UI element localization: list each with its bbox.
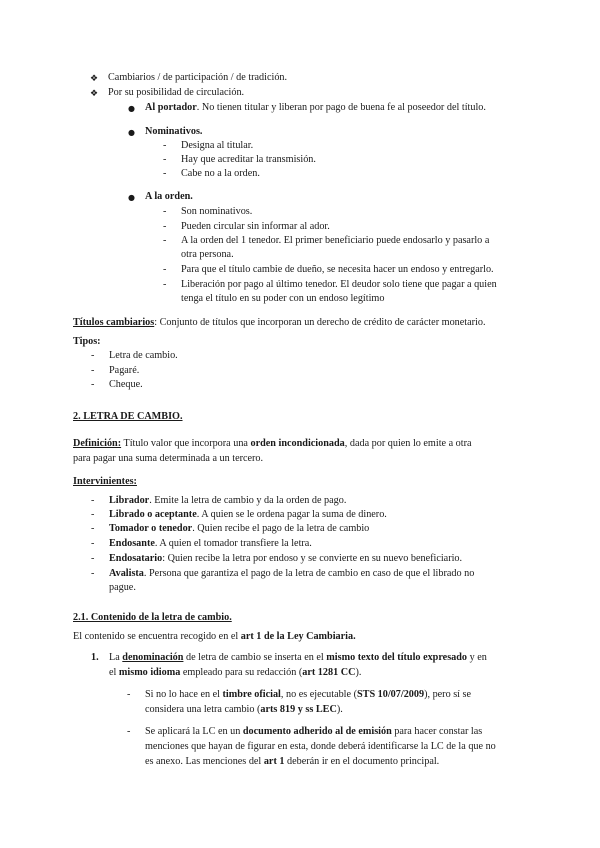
definition-line (73, 437, 472, 452)
intro-text: El contenido se encuentra recogido en el (73, 631, 241, 642)
dash-bullet: - (91, 553, 95, 564)
list-item-continued: pague. (109, 582, 136, 593)
subsection-heading: 2.1. Contenido de la letra de cambio. (73, 612, 232, 623)
term-text: : Quien recibe la letra por endoso y se convierte en su nuevo beneficiario. (162, 553, 463, 564)
portador-text: . No tienen titular y liberan por pago de buena fe al poseedor del título. (196, 102, 486, 113)
diamond-bullet-icon: ❖ (90, 74, 99, 84)
dash-bullet: - (91, 568, 95, 579)
term: Endosatario (109, 553, 163, 564)
intro-bold: art 1 de la Ley Cambiaria. (240, 631, 356, 642)
list-item-continued: tenga el título en su poder con un endoso legítimo (181, 293, 385, 304)
list-item (109, 567, 474, 582)
definition-line-2: para pagar una suma determinada a un tercero. (73, 453, 264, 464)
term-text: . A quien el tomador transfiere la letra. (154, 538, 312, 549)
list-item (109, 552, 462, 567)
list-item: Pueden circular sin informar al ador. (181, 221, 330, 232)
dot-bullet-icon: ● (128, 193, 135, 202)
dash-bullet: - (91, 509, 95, 520)
orden-label: A la orden. (145, 191, 193, 202)
dash-bullet: - (163, 264, 167, 275)
list-item: Letra de cambio. (109, 350, 178, 361)
item-number: 1. (91, 652, 99, 663)
dash-bullet: - (91, 495, 95, 506)
p-bold: STS 10/07/2009 (356, 689, 425, 700)
p-bold: art 1 (263, 756, 285, 767)
dash-bullet: - (91, 350, 95, 361)
list-item: Hay que acreditar la transmisión. (181, 154, 316, 165)
p-bold: timbre oficial (222, 689, 281, 700)
dash-bullet: - (91, 379, 95, 390)
list-item (109, 537, 312, 552)
p-text: deberán ir en el documento principal. (284, 756, 440, 767)
definition-text: Título valor que incorpora una (121, 438, 251, 449)
sub-item-line-3 (145, 755, 439, 770)
intro-line (73, 630, 356, 645)
dash-bullet: - (91, 523, 95, 534)
p-text: , no es ejecutable ( (280, 689, 357, 700)
list-item: Para que el título cambie de dueño, se necesita hacer un endoso y entregarlo. (181, 264, 494, 275)
p-text: considera una letra cambio ( (145, 704, 261, 715)
sub-item-line-2 (145, 703, 343, 718)
dash-bullet: - (127, 689, 131, 700)
numbered-item-line (109, 651, 487, 666)
list-item: Cabe no a la orden. (181, 168, 260, 179)
titulos-label: Títulos cambiarios (73, 317, 155, 328)
list-item: A la orden del 1 tenedor. El primer beneficiario puede endosarlo y pasarlo a (181, 235, 490, 246)
portador-label: Al portador (145, 102, 197, 113)
list-item: Por su posibilidad de circulación. (108, 87, 245, 98)
numbered-item-line-2 (109, 666, 361, 681)
nominativos-label: Nominativos. (145, 126, 203, 137)
dash-bullet: - (163, 206, 167, 217)
p-text: La (109, 652, 123, 663)
dash-bullet: - (163, 221, 167, 232)
p-text: para hacer constar las (391, 726, 483, 737)
term-text: . Emite la letra de cambio y da la orden de pago. (149, 495, 347, 506)
p-bold: mismo idioma (118, 667, 181, 678)
portador-item (145, 101, 486, 116)
dash-bullet: - (91, 538, 95, 549)
term: Librador (109, 495, 150, 506)
p-bold: arts 819 y ss LEC (260, 704, 337, 715)
p-bold: mismo texto del título expresado (326, 652, 468, 663)
intervinientes-label: Intervinientes: (73, 476, 137, 487)
list-item: Pagaré. (109, 365, 140, 376)
term-text: . A quien se le ordena pagar la suma de dinero. (196, 509, 387, 520)
dot-bullet-icon: ● (128, 128, 135, 137)
dot-bullet-icon: ● (128, 104, 135, 113)
p-text: el (109, 667, 119, 678)
sub-item-line (145, 725, 482, 740)
tipos-label: Tipos: (73, 336, 101, 347)
list-item (109, 494, 346, 509)
p-text: ). (355, 667, 362, 678)
term: Librado o aceptante (109, 509, 197, 520)
section-heading: 2. LETRA DE CAMBIO. (73, 411, 183, 422)
term: Tomador o tenedor (109, 523, 193, 534)
dash-bullet: - (163, 154, 167, 165)
definicion-label: Definición: (73, 438, 122, 449)
list-item: Designa al titular. (181, 140, 254, 151)
p-text: empleado para su redacción ( (180, 667, 303, 678)
titulos-text: : Conjunto de títulos que incorporan un derecho de crédito de carácter monetario. (154, 317, 486, 328)
term-text: . Persona que garantiza el pago de la letra de cambio en caso de que el librado no (143, 568, 475, 579)
list-item (109, 508, 387, 523)
p-text: y en (467, 652, 487, 663)
term: Endosante (109, 538, 155, 549)
titulos-definition (73, 316, 486, 331)
diamond-bullet-icon: ❖ (90, 89, 99, 99)
definition-text: , dada por quien lo emite a otra (344, 438, 472, 449)
p-bold-underline: denominación (122, 652, 184, 663)
list-item: Cambiarios / de participación / de tradición. (108, 72, 288, 83)
term: Avalista (109, 568, 144, 579)
definition-bold: orden incondicionada (250, 438, 345, 449)
sub-item-line-2: menciones que hayan de figurar en esta, donde deberá identificarse la LC de la que no (145, 741, 496, 752)
dash-bullet: - (127, 726, 131, 737)
p-text: Si no lo hace en el (145, 689, 223, 700)
list-item-continued: otra persona. (181, 249, 234, 260)
list-item (109, 522, 369, 537)
sub-item-line (145, 688, 471, 703)
p-text: es anexo. Las menciones del (145, 756, 264, 767)
p-text: Se aplicará la LC en un (145, 726, 243, 737)
list-item: Son nominativos. (181, 206, 253, 217)
dash-bullet: - (163, 140, 167, 151)
term-text: . Quien recibe el pago de la letra de cambio (192, 523, 370, 534)
dash-bullet: - (163, 168, 167, 179)
p-text: ), pero sí se (424, 689, 472, 700)
dash-bullet: - (163, 235, 167, 246)
dash-bullet: - (91, 365, 95, 376)
list-item: Liberación por pago al último tenedor. El deudor solo tiene que pagar a quien (181, 279, 497, 290)
dash-bullet: - (163, 279, 167, 290)
list-item: Cheque. (109, 379, 143, 390)
p-text: ). (336, 704, 343, 715)
p-text: de letra de cambio se inserta en el (183, 652, 327, 663)
p-bold: documento adherido al de emisión (242, 726, 392, 737)
p-bold: art 1281 CC (302, 667, 356, 678)
